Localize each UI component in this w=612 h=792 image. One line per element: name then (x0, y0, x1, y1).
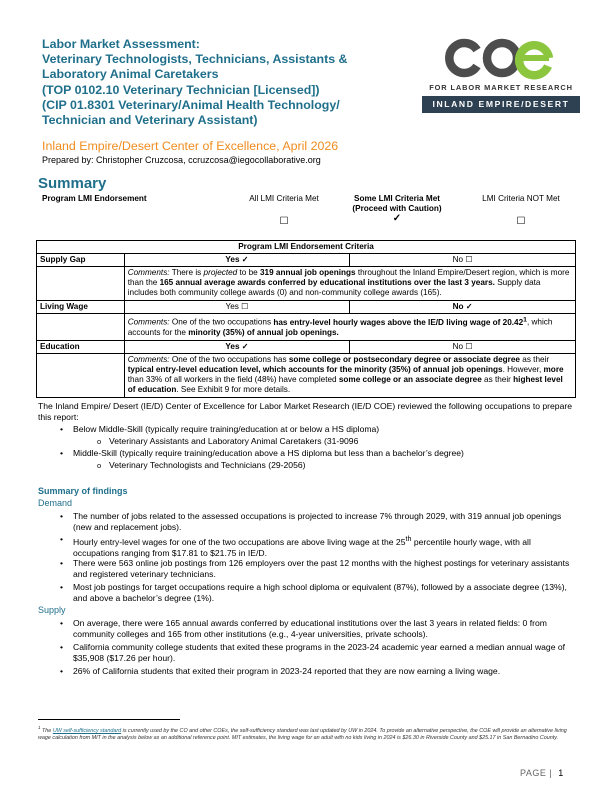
list-item: • Hourly entry-level wages for one of the two occupations are above living wage at the 25th percentile hourly wage, with all occupations ranging from $17.81 to $21.75 in IE/D. (73, 534, 578, 559)
criteria-comment-education: Comments: One of the two occupations has some college or postsecondary degree or associate degree as their typical entry-level education level, which accounts for the minority (35%) of annual job openings. However, more than 33% of all workers in the field (48%) have completed some college or an associate degree as their highest level of education. See Exhibit 9 for more details. (124, 353, 575, 397)
footnote-number: 1 (38, 725, 41, 730)
criteria-label-education: Education (37, 340, 125, 353)
endorsement-row (38, 194, 574, 232)
criteria-label-supply-gap: Supply Gap (37, 254, 125, 267)
criteria-comment-living-wage: Comments: One of the two occupations has entry-level hourly wages above the IE/D living wage of 20.42$^1$, which accounts for the minority (35%) of annual job openings. (124, 314, 575, 341)
list-item: • Below Middle-Skill (typically require training/education at or below a HS diploma) (73, 424, 379, 435)
logo-tagline: FOR LABOR MARKET RESEARCH (429, 83, 573, 92)
report-title (42, 37, 372, 128)
list-item: o Veterinary Assistants and Laboratory Animal Caretakers (31-9096 (109, 436, 358, 447)
checkmark-icon: ✓ (392, 213, 402, 224)
title-line: Veterinary Technologists, Technicians, Assistants & (42, 52, 348, 67)
criteria-label-living-wage: Living Wage (37, 301, 125, 314)
criteria-no: No ☐ (350, 254, 576, 267)
logo-region-bar: INLAND EMPIRE/DESERT (422, 96, 580, 113)
option-some-met: Some LMI Criteria Met (Proceed with Caution) ✓ (342, 194, 452, 224)
list-item: • On average, there were 165 annual awards conferred by educational institutions over the last 3 years in related fields: 0 from community colleges and 165 from other institutions (e.g., 4-year universities, private schools). (73, 618, 578, 640)
list-item: • Most job postings for target occupations require a high school diploma or equivalent (87%), followed by a associate degree (13%), and above a bachelor’s degree (1%). (73, 582, 578, 604)
option-not-met: LMI Criteria NOT Met ☐ (466, 194, 576, 227)
coe-letters-icon (449, 43, 549, 75)
checkbox-icon: ☐ (279, 216, 289, 227)
page-number: PAGE | 1 (520, 768, 564, 778)
footnote-divider (38, 719, 180, 720)
title-line: Labor Market Assessment: (42, 37, 200, 51)
criteria-yes: Yes ✓ (124, 254, 350, 267)
criteria-table-header: Program LMI Endorsement Criteria (37, 241, 576, 254)
demand-heading: Demand (38, 498, 73, 508)
list-item: • There were 563 online job postings from 126 employers over the past 12 months with the highest postings for veterinary assistants and registered veterinary technicians. (73, 558, 578, 580)
criteria-yes: Yes ✓ (124, 340, 350, 353)
checkbox-icon: ☐ (516, 216, 526, 227)
criteria-no: No ✓ (350, 301, 576, 314)
title-line: Laboratory Animal Caretakers (42, 67, 219, 82)
list-item: o Veterinary Technologists and Technicians (29-2056) (109, 460, 306, 471)
list-item: • 26% of California students that exited their program in 2023-24 reported that they are now earning a living wage. (73, 666, 578, 677)
footnote: $^1$ The UW self-sufficiency standard is currently used by the CO and other COEs, the self-sufficiency standard was last updated by UW in 2024. To provide an alternative perspective, the COE will provide an alternative living wage calculation from MIT in the analysis below as an additional reference point. MIT estimates, the living wage for an adult with no kids living in 2024 is $26.30 in Riverside County and $25.17 in San Bernadino County. (38, 725, 567, 741)
report-subtitle: Inland Empire/Desert Center of Excellence, April 2026 (42, 139, 339, 153)
list-item: • California community college students that exited these programs in the 2023-24 academic year earned a median annual wage of $35,908 ($17.26 per hour). (73, 642, 578, 664)
criteria-table (36, 240, 576, 398)
title-line: Technician and Veterinary Assistant) (42, 113, 258, 128)
title-line: (TOP 0102.10 Veterinary Technician [Licensed]) (42, 82, 320, 97)
criteria-no: No ☐ (350, 340, 576, 353)
summary-heading: Summary (38, 175, 107, 192)
criteria-yes: Yes ☐ (124, 301, 350, 314)
intro-paragraph: The Inland Empire/ Desert (IE/D) Center of Excellence for Labor Market Research (IE/D COE) reviewed the following occupations to prepare this report: (38, 401, 573, 422)
title-line: (CIP 01.8301 Veterinary/Animal Health Technology/ (42, 97, 340, 112)
option-all-met: All LMI Criteria Met ☐ (224, 194, 344, 227)
list-item: • The number of jobs related to the assessed occupations is projected to increase 7% through 2029, with 319 annual job openings (new and replacement jobs). (73, 511, 578, 533)
findings-heading: Summary of findings (38, 486, 128, 496)
footnote-link[interactable]: UW self-sufficiency standard (52, 727, 122, 734)
coe-logo (422, 36, 580, 80)
endorsement-label: Program LMI Endorsement (42, 194, 147, 203)
prepared-by: Prepared by: Christopher Cruzcosa, ccruzcosa@iegocollaborative.org (42, 155, 321, 165)
supply-heading: Supply (38, 605, 66, 615)
criteria-comment-supply-gap: Comments: There is projected to be 319 annual job openings throughout the Inland Empire/Desert region, which is more than the 165 annual average awards conferred by educational institutions over the last 3 years. Supply data includes both community college awards (0) and non-community college awards (165). (124, 267, 575, 301)
list-item: • Middle-Skill (typically require training/education above a HS diploma but less than a bachelor’s degree) (73, 448, 464, 459)
